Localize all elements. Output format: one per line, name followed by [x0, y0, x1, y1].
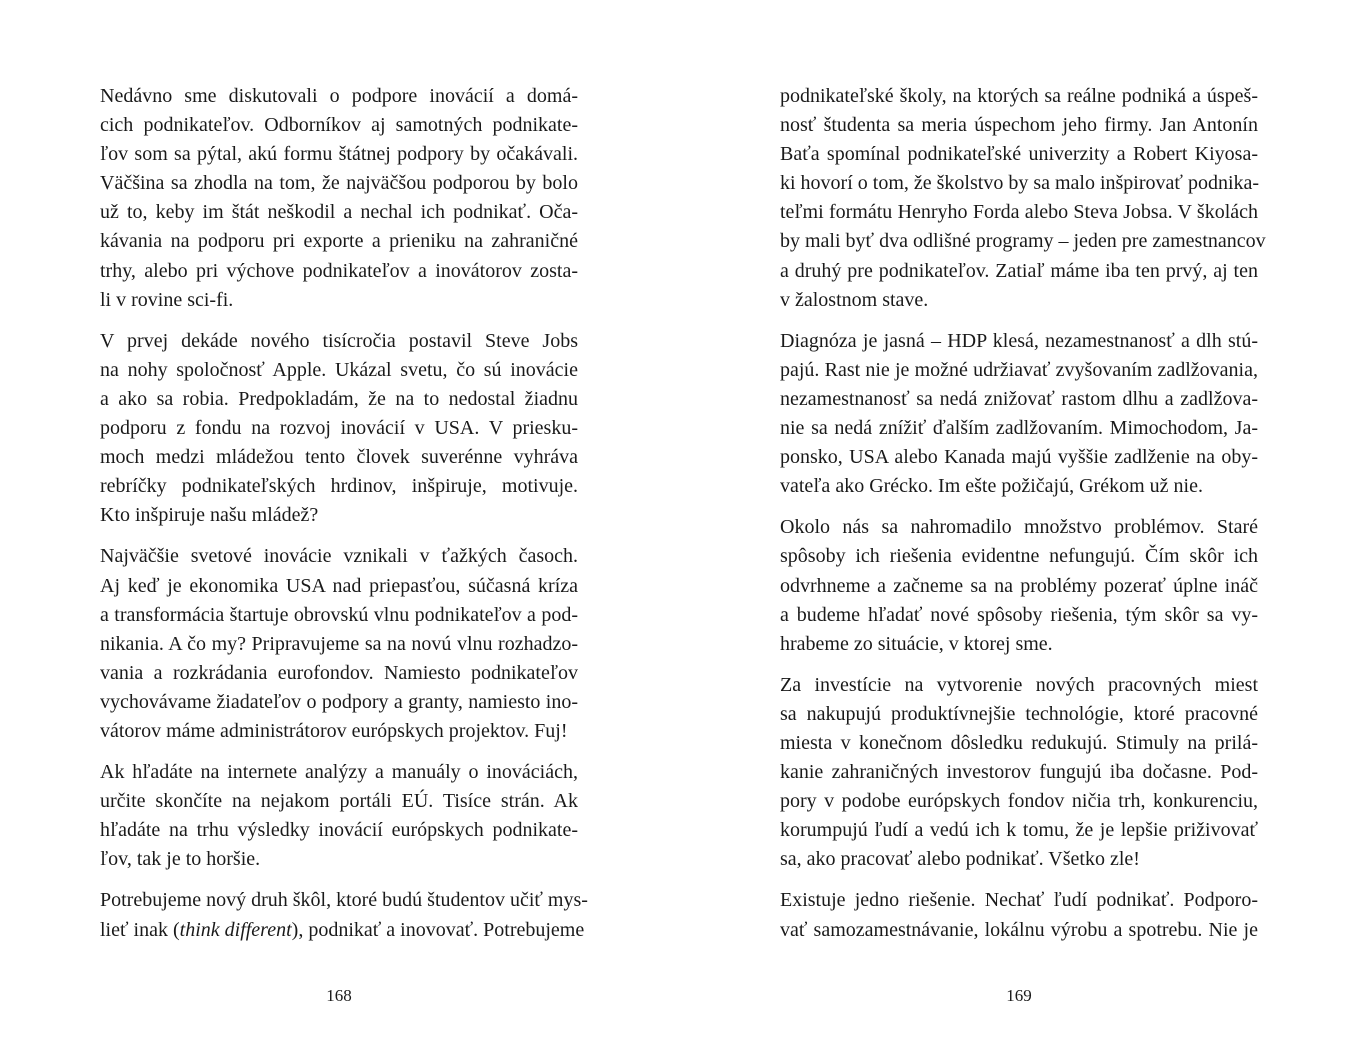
text-line: podnikateľské školy, na ktorých sa reálne podniká a úspeš-: [780, 85, 1258, 107]
text-line: nie sa nedá znížiť ďalším zadlžovaním. Mimochodom, Ja-: [780, 417, 1258, 440]
text-line: podporu z fondu na rozvoj inovácií v USA. V priesku-: [100, 417, 578, 440]
left-page: [100, 82, 588, 957]
text-line: Za investície na vytvorenie nových pracovných miest: [780, 673, 1258, 696]
paragraph: [100, 758, 578, 874]
text-line: už to, keby im štát neškodil a nechal ich podnikať. Oča-: [100, 201, 578, 224]
paragraph: [780, 513, 1258, 658]
text-line: odvrhneme a začneme sa na problémy pozerať úplne ináč: [780, 574, 1258, 597]
text-line: li v rovine sci-fi.: [100, 288, 234, 311]
text-line: miesta v konečnom dôsledku redukujú. Stimuly na prilá-: [780, 731, 1258, 754]
paragraph: [100, 82, 578, 315]
text-line: vať samozamestnávanie, lokálnu výrobu a spotrebu. Nie je: [780, 918, 1258, 941]
text-line: hrabeme zo situácie, v ktorej sme.: [780, 632, 1053, 655]
text-line: kanie zahraničných investorov fungujú iba dočasne. Pod-: [780, 761, 1258, 784]
text-line: vania a rozkrádania eurofondov. Namiesto podnikateľov: [100, 661, 578, 684]
page-number-right: 169: [1006, 986, 1032, 1005]
paragraph: [780, 671, 1258, 875]
text-line: korumpujú ľudí a vedú ich k tomu, že je lepšie priživovať: [780, 819, 1258, 842]
text-line: nikania. A čo my? Pripravujeme sa na novú vlnu rozhadzo-: [100, 632, 578, 655]
text-line: lieť inak (think different), podnikať a inovovať. Potrebujeme: [100, 918, 585, 941]
paragraph: [100, 886, 588, 944]
text-line: v žalostnom stave.: [780, 288, 929, 311]
text-line: a ako sa robia. Predpokladám, že na to nedostal žiadnu: [100, 387, 578, 410]
text-line: rebríčky podnikateľských hrdinov, inšpiruje, motivuje.: [100, 475, 578, 498]
text-line: Ak hľadáte na internete analýzy a manuály o inováciách,: [100, 761, 578, 784]
text-line: by mali byť dva odlišné programy – jeden pre zamestnancov: [780, 230, 1266, 253]
text-line: spôsoby ich riešenia evidentne nefungujú. Čím skôr ich: [780, 545, 1258, 568]
text-line: trhy, alebo pri výchove podnikateľov a inovátorov zosta-: [100, 259, 578, 282]
text-line: Potrebujeme nový druh škôl, ktoré budú študentov učiť mys-: [100, 889, 588, 912]
text-line: ľov, tak je to horšie.: [100, 848, 261, 871]
text-line: ponsko, USA alebo Kanada majú vyššie zadlženie na oby-: [780, 446, 1258, 469]
text-line: a druhý pre podnikateľov. Zatiaľ máme iba ten prvý, aj ten: [780, 259, 1258, 282]
text-line: nosť študenta sa meria úspechom jeho firmy. Jan Antonín: [780, 114, 1258, 137]
text-line: určite skončíte na nejakom portáli EÚ. Tisíce strán. Ak: [100, 790, 578, 813]
text-line: Nedávno sme diskutovali o podpore inovácií a domá-: [100, 85, 578, 107]
text-line: ľov som sa pýtal, akú formu štátnej podpory by očakávali.: [100, 143, 578, 166]
right-page: [780, 82, 1266, 957]
text-line: Aj keď je ekonomika USA nad priepasťou, súčasná kríza: [100, 574, 578, 597]
text-line: Baťa spomínal podnikateľské univerzity a Robert Kiyosa-: [780, 143, 1258, 166]
text-line: a budeme hľadať nové spôsoby riešenia, tým skôr sa vy-: [780, 603, 1258, 626]
italic-phrase: think different: [179, 918, 292, 941]
text-line: teľmi formátu Henryho Forda alebo Steva Jobsa. V školách: [780, 201, 1258, 224]
text-line: V prvej dekáde nového tisícročia postavil Steve Jobs: [100, 329, 578, 352]
text-line: kávania na podporu pri exporte a prieniku na zahraničné: [100, 230, 578, 253]
text-line: vátorov máme administrátorov európskych projektov. Fuj!: [100, 719, 568, 742]
text-line: moch medzi mládežou tento človek suverénne vyhráva: [100, 446, 578, 469]
text-line: Existuje jedno riešenie. Nechať ľudí podnikať. Podporo-: [780, 889, 1258, 912]
text-line: pory v podobe európskych fondov ničia trh, konkurenciu,: [780, 790, 1258, 813]
paragraph: [780, 82, 1266, 315]
paragraph: [100, 327, 578, 531]
text-line: Okolo nás sa nahromadilo množstvo problémov. Staré: [780, 516, 1258, 539]
text-line: Diagnóza je jasná – HDP klesá, nezamestnanosť a dlh stú-: [780, 329, 1258, 352]
text-line: vateľa ako Grécko. Im ešte požičajú, Grékom už nie.: [780, 475, 1203, 498]
text-line: Najväčšie svetové inovácie vznikali v ťažkých časoch.: [100, 545, 578, 568]
page-number-left: 168: [326, 986, 352, 1005]
text-line: nezamestnanosť sa nedá znižovať rastom dlhu a zadlžova-: [780, 387, 1258, 410]
paragraph: [780, 327, 1258, 502]
text-line: vychovávame žiadateľov o podpory a granty, namiesto ino-: [100, 690, 578, 713]
text-line: ki hovorí o tom, že školstvo by sa malo inšpirovať podnika-: [780, 172, 1260, 195]
paragraph: [100, 542, 578, 746]
text-line: Väčšina sa zhodla na tom, že najväčšou podporou by bolo: [100, 172, 578, 195]
text-line: na nohy spoločnosť Apple. Ukázal svetu, čo sú inovácie: [100, 358, 578, 381]
text-line: sa nakupujú produktívnejšie technológie, ktoré pracovné: [780, 702, 1258, 725]
text-line: pajú. Rast nie je možné udržiavať zvyšovaním zadlžovania,: [780, 358, 1258, 381]
text-line: Kto inšpiruje našu mládež?: [100, 504, 319, 527]
text-line: cich podnikateľov. Odborníkov aj samotných podnikate-: [100, 114, 578, 137]
text-line: sa, ako pracovať alebo podnikať. Všetko zle!: [780, 848, 1140, 871]
text-line: a transformácia štartuje obrovskú vlnu podnikateľov a pod-: [100, 603, 578, 626]
paragraph: [780, 886, 1258, 944]
text-line: hľadáte na trhu výsledky inovácií európskych podnikate-: [100, 819, 578, 842]
